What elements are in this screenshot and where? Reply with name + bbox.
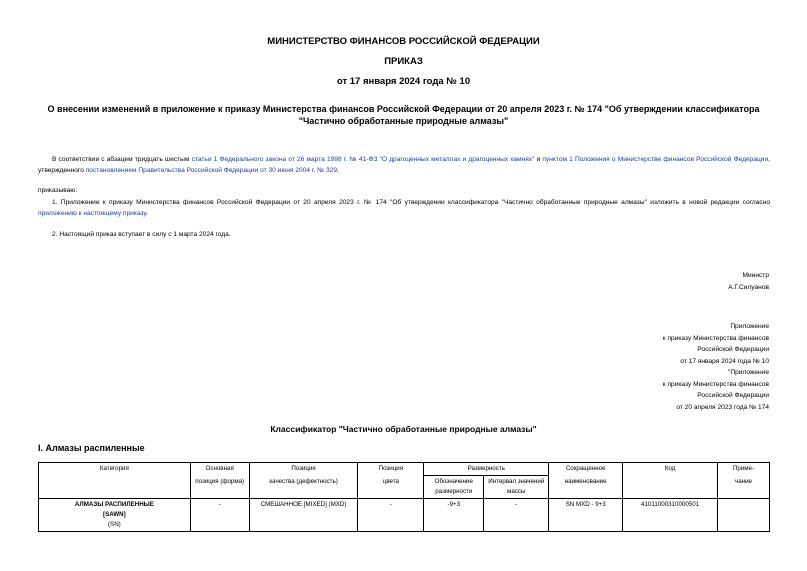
preamble-paragraph <box>38 154 770 176</box>
header-note-2: чание <box>718 476 770 499</box>
item-1-paragraph <box>38 197 770 219</box>
item-1-end: . <box>146 210 148 217</box>
ministry-title: МИНИСТЕРСТВО ФИНАНСОВ РОССИЙСКОЙ ФЕДЕРАЦИИ <box>267 36 540 47</box>
header-color-2: цвета <box>358 476 424 499</box>
signature-block <box>728 270 769 293</box>
header-size-designation: Обозначение размерности <box>424 476 484 499</box>
classifier-title: Классификатор "Частично обработанные природные алмазы" <box>270 424 537 434</box>
table-header-row <box>39 463 770 476</box>
header-basic-position-1: Основная <box>190 463 249 476</box>
appendix-link[interactable]: приложению к настоящему приказу <box>38 210 147 217</box>
header-code: Код <box>623 463 718 499</box>
item-2-paragraph: 2. Настоящий приказ вступает в силу с 1 марта 2024 года. <box>52 231 231 238</box>
cell-weight-interval: - <box>484 499 549 532</box>
order-date-number: от 17 января 2024 года № 10 <box>336 76 471 87</box>
preamble-text-2: и <box>536 156 541 163</box>
classifier-table <box>38 462 770 532</box>
appendix-line: к приказу Министерства финансов <box>662 334 769 342</box>
preamble-text-1: В соответствии с абзацем тридцать шестым <box>52 156 190 163</box>
category-line: [SAWN] <box>103 511 126 518</box>
order-word: приказываю: <box>38 187 78 194</box>
appendix-line: "Приложение <box>727 369 769 376</box>
header-color-1: Позиция <box>358 463 424 476</box>
signature-name: А.Г.Силуанов <box>728 283 769 291</box>
header-quality-2: качества (дефектность) <box>249 476 358 499</box>
appendix-line: к приказу Министерства финансов <box>662 380 769 388</box>
regulation-link[interactable]: пунктом 1 Положения о Министерстве финансов Российской Федерации <box>542 156 769 163</box>
cell-quality: СМЕШАННОЕ [MIXED] (MXD) <box>249 499 358 532</box>
header-basic-position-2: позиция (форма) <box>190 476 249 499</box>
header-short-2: наименование <box>549 476 623 499</box>
header-quality-1: Позиция <box>249 463 358 476</box>
document-type: ПРИКАЗ <box>384 56 423 67</box>
order-title: О внесении изменений в приложение к приказу Министерства финансов Российской Федерации от 20 апреля 2023 г. № 174 "Об утверждении классификатора "Частично обработанные природные алмазы" <box>47 104 760 126</box>
cell-size-designation: -9+3 <box>424 499 484 532</box>
header-short-1: Сокращенное <box>549 463 623 476</box>
category-line: АЛМАЗЫ РАСПИЛЕННЫЕ <box>74 501 154 508</box>
appendix-line: Приложение <box>730 323 769 330</box>
cell-code: 41011000310000501 <box>623 499 718 532</box>
appendix-reference <box>663 321 769 413</box>
cell-color: - <box>358 499 424 532</box>
category-line: (SN) <box>108 521 121 528</box>
table-row <box>39 499 770 532</box>
section-heading: I. Алмазы распиленные <box>38 443 145 453</box>
preamble-text-3: , утвержденного <box>38 156 770 174</box>
cell-basic-position: - <box>190 499 249 532</box>
federal-law-link[interactable]: статьи 1 Федерального закона от 26 марта 1998 г. № 41-ФЗ "О драгоценных металлах и драгоценных камнях" <box>191 156 535 163</box>
cell-short: SN MXD - 9+3 <box>549 499 623 532</box>
government-decree-link[interactable]: постановлением Правительства Российской Федерации от 30 июня 2004 г. № 329 <box>85 167 338 174</box>
signature-position: Министр <box>742 272 769 279</box>
header-size: Размерность <box>424 463 549 476</box>
header-category: Категория <box>39 463 191 499</box>
preamble-text-4: , <box>337 167 339 174</box>
header-weight-interval: Интервал значений массы <box>484 476 549 499</box>
header-note-1: Приме- <box>718 463 770 476</box>
cell-note <box>718 499 770 532</box>
appendix-line: Российской Федерации <box>697 392 769 399</box>
cell-category <box>39 499 191 532</box>
appendix-line: от 20 апреля 2023 года № 174 <box>676 403 769 411</box>
item-1-text: 1. Приложение к приказу Министерства финансов Российской Федерации от 20 апреля 2023 г. № 174 "Об утверждении классификатора "Частично обработанные природные алмазы" изложить в новой редакции согласно <box>52 199 770 206</box>
appendix-line: от 17 января 2024 года № 10 <box>680 357 769 365</box>
appendix-line: Российской Федерации <box>697 346 769 353</box>
